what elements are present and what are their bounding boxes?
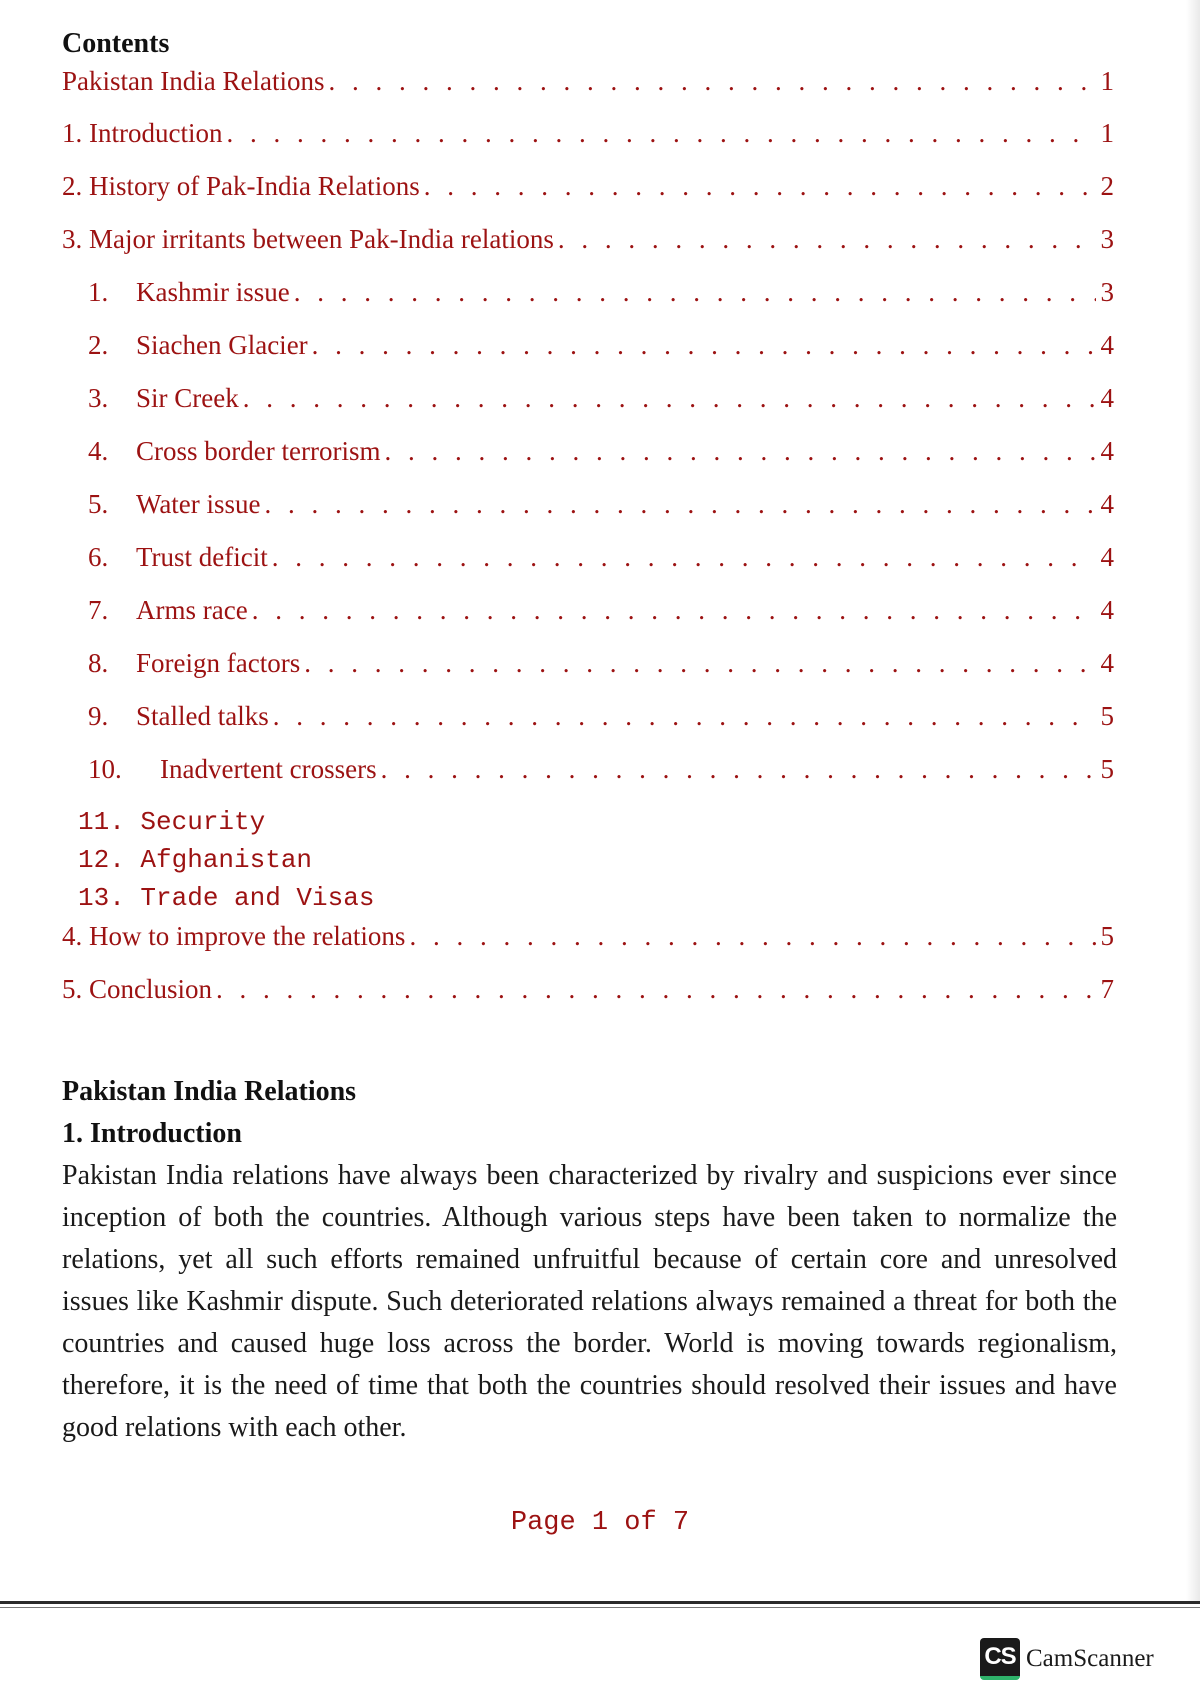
toc-page-number: 3 bbox=[1100, 277, 1114, 307]
toc-subentry-stalled-talks[interactable] bbox=[62, 701, 1114, 754]
toc-entry-label: 2. History of Pak-India Relations bbox=[62, 171, 420, 201]
toc-leader-dots bbox=[226, 118, 1096, 149]
toc-entry-pakistan-india-relations[interactable] bbox=[62, 66, 1114, 118]
toc-page-number: 5 bbox=[1100, 701, 1114, 731]
camscanner-logo-icon: CS bbox=[980, 1638, 1020, 1680]
toc-subentry-sir-creek[interactable] bbox=[62, 383, 1114, 436]
toc-leader-dots bbox=[304, 648, 1096, 679]
toc-entry-introduction[interactable] bbox=[62, 118, 1114, 171]
scan-divider-thick bbox=[0, 1601, 1200, 1604]
toc-subentry-number: 4. bbox=[88, 436, 109, 466]
toc-page-number: 1 bbox=[1100, 118, 1114, 148]
toc-leader-dots bbox=[381, 754, 1096, 785]
toc-subentry-siachen[interactable] bbox=[62, 330, 1114, 383]
toc-leader-dots bbox=[312, 330, 1096, 361]
toc-entry-label: Sir Creek bbox=[136, 383, 239, 413]
toc-entry-label: Arms race bbox=[136, 595, 248, 625]
toc-page-number: 4 bbox=[1100, 383, 1114, 413]
toc-leader-dots bbox=[252, 595, 1096, 626]
toc-subentry-inadvertent-crossers[interactable] bbox=[62, 754, 1114, 807]
toc-subentry-number: 1. bbox=[88, 277, 109, 307]
toc-page-number: 4 bbox=[1100, 648, 1114, 678]
camscanner-watermark bbox=[980, 1638, 1154, 1680]
toc-leader-dots bbox=[272, 542, 1096, 573]
list-item-security: 11. Security bbox=[78, 807, 266, 837]
toc-subentry-trust-deficit[interactable] bbox=[62, 542, 1114, 595]
page-number-footer: Page 1 of 7 bbox=[510, 1508, 690, 1538]
toc-page-number: 4 bbox=[1100, 436, 1114, 466]
toc-subentry-water[interactable] bbox=[62, 489, 1114, 542]
toc-entry-label: Inadvertent crossers bbox=[160, 754, 377, 784]
toc-leader-dots bbox=[243, 383, 1096, 414]
toc-leader-dots bbox=[273, 701, 1096, 732]
document-title: Pakistan India Relations bbox=[62, 1076, 357, 1107]
toc-page-number: 4 bbox=[1100, 595, 1114, 625]
toc-page-number: 1 bbox=[1100, 66, 1114, 96]
camscanner-brand-name: CamScanner bbox=[1026, 1645, 1154, 1672]
toc-entry-history[interactable] bbox=[62, 171, 1114, 224]
toc-leader-dots bbox=[265, 489, 1096, 520]
toc-subentry-number: 3. bbox=[88, 383, 109, 413]
toc-entry-label: 3. Major irritants between Pak-India relations bbox=[62, 224, 554, 254]
toc-entry-improve-relations[interactable] bbox=[62, 921, 1114, 974]
toc-leader-dots bbox=[294, 277, 1096, 308]
section-spacer bbox=[62, 1027, 1122, 1071]
toc-page-number: 2 bbox=[1100, 171, 1114, 201]
toc-leader-dots bbox=[409, 921, 1096, 952]
toc-entry-major-irritants[interactable] bbox=[62, 224, 1114, 277]
toc-leader-dots bbox=[558, 224, 1096, 255]
toc-page-number: 4 bbox=[1100, 489, 1114, 519]
toc-subentry-number: 8. bbox=[88, 648, 109, 678]
toc-page-number: 5 bbox=[1100, 754, 1114, 784]
introduction-paragraph: Pakistan India relations have always been characterized by rivalry and suspicions ever since inception of both the countries. Although various steps have been taken to normalize the relations, yet all such efforts remained unfruitful because of certain core and unresolved issues like Kashmir dispute. Such deteriorated relations always remained a threat for both the countries and caused huge loss across the border. World is moving towards regionalism, therefore, it is the need of time that both the countries should resolved their issues and have good relations with each other. bbox=[62, 1160, 1117, 1443]
contents-heading: Contents bbox=[62, 28, 170, 59]
toc-entry-label: Foreign factors bbox=[136, 648, 301, 678]
toc-entry-label: 4. How to improve the relations bbox=[62, 921, 406, 951]
toc-entry-label: Siachen Glacier bbox=[136, 330, 308, 360]
toc-subentry-number: 7. bbox=[88, 595, 109, 625]
page-edge-shadow bbox=[1186, 0, 1200, 1603]
toc-entry-label: Cross border terrorism bbox=[136, 436, 381, 466]
table-of-contents bbox=[62, 66, 1122, 1027]
toc-leader-dots bbox=[328, 66, 1096, 97]
list-item-trade-visas: 13. Trade and Visas bbox=[78, 883, 375, 913]
toc-entry-label: Stalled talks bbox=[136, 701, 269, 731]
untabulated-list bbox=[62, 803, 1122, 917]
list-item-afghanistan: 12. Afghanistan bbox=[78, 845, 313, 875]
toc-page-number: 4 bbox=[1100, 542, 1114, 572]
toc-entry-label: 5. Conclusion bbox=[62, 974, 213, 1004]
toc-entry-label: Pakistan India Relations bbox=[62, 66, 325, 96]
toc-entry-label: Trust deficit bbox=[136, 542, 268, 572]
toc-leader-dots bbox=[424, 171, 1096, 202]
toc-leader-dots bbox=[216, 974, 1096, 1005]
document-page bbox=[62, 22, 1122, 1449]
toc-subentry-number: 5. bbox=[88, 489, 109, 519]
toc-page-number: 7 bbox=[1100, 974, 1114, 1004]
toc-page-number: 5 bbox=[1100, 921, 1114, 951]
toc-subentry-number: 2. bbox=[88, 330, 109, 360]
toc-subentry-number: 9. bbox=[88, 701, 109, 731]
toc-entry-label: Kashmir issue bbox=[136, 277, 290, 307]
toc-subentry-foreign-factors[interactable] bbox=[62, 648, 1114, 701]
toc-subentry-cross-border[interactable] bbox=[62, 436, 1114, 489]
toc-subentry-number: 6. bbox=[88, 542, 109, 572]
toc-entry-label: 1. Introduction bbox=[62, 118, 223, 148]
toc-page-number: 4 bbox=[1100, 330, 1114, 360]
toc-entry-label: Water issue bbox=[136, 489, 261, 519]
toc-page-number: 3 bbox=[1100, 224, 1114, 254]
scan-divider-thin bbox=[0, 1607, 1200, 1608]
toc-leader-dots bbox=[384, 436, 1096, 467]
toc-entry-conclusion[interactable] bbox=[62, 974, 1114, 1027]
toc-subentry-kashmir[interactable] bbox=[62, 277, 1114, 330]
section-heading-introduction: 1. Introduction bbox=[62, 1118, 242, 1149]
toc-subentry-arms-race[interactable] bbox=[62, 595, 1114, 648]
toc-subentry-number: 10. bbox=[88, 754, 122, 784]
